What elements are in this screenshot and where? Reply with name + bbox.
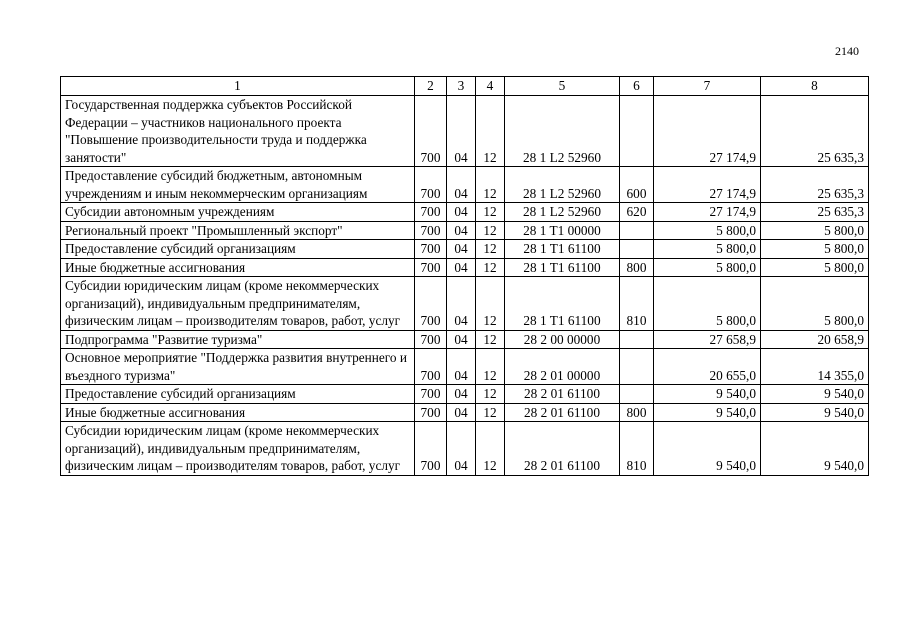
table-row [61,403,869,422]
row-expense-type-cell [620,221,654,240]
row-amount-2-cell: 9 540,0 [761,385,869,404]
budget-table [60,76,869,476]
row-section-cell: 04 [447,96,476,167]
row-amount-2-cell: 25 635,3 [761,96,869,167]
header-cell-6: 6 [620,77,654,96]
row-name-cell: Субсидии юридическим лицам (кроме некоммерческих организаций), индивидуальным предпринимателям, физическим лицам – производителям товаров, работ, услуг [61,422,415,476]
row-subsection-cell: 12 [476,422,505,476]
row-amount-1-cell: 27 174,9 [654,96,761,167]
row-target-article-cell: 28 1 T1 00000 [505,221,620,240]
table-row [61,258,869,277]
row-target-article-cell: 28 1 L2 52960 [505,203,620,222]
row-section-cell: 04 [447,203,476,222]
row-section-cell: 04 [447,330,476,349]
row-amount-2-cell: 9 540,0 [761,403,869,422]
row-amount-2-cell: 9 540,0 [761,422,869,476]
row-target-article-cell: 28 1 T1 61100 [505,277,620,331]
row-section-cell: 04 [447,403,476,422]
row-amount-2-cell: 5 800,0 [761,240,869,259]
row-amount-2-cell: 25 635,3 [761,167,869,203]
row-expense-type-cell: 620 [620,203,654,222]
row-amount-1-cell: 5 800,0 [654,258,761,277]
row-name-cell: Предоставление субсидий организациям [61,385,415,404]
row-target-article-cell: 28 1 T1 61100 [505,258,620,277]
row-expense-type-cell: 810 [620,277,654,331]
header-cell-3: 3 [447,77,476,96]
table-row [61,330,869,349]
row-section-cell: 04 [447,422,476,476]
table-row [61,221,869,240]
header-cell-5: 5 [505,77,620,96]
row-amount-1-cell: 27 174,9 [654,203,761,222]
row-expense-type-cell [620,330,654,349]
table-row [61,96,869,167]
row-code-cell: 700 [415,349,447,385]
row-amount-2-cell: 25 635,3 [761,203,869,222]
row-code-cell: 700 [415,277,447,331]
table-row [61,240,869,259]
row-target-article-cell: 28 2 01 61100 [505,385,620,404]
row-expense-type-cell: 810 [620,422,654,476]
row-code-cell: 700 [415,221,447,240]
row-target-article-cell: 28 1 T1 61100 [505,240,620,259]
row-subsection-cell: 12 [476,96,505,167]
row-target-article-cell: 28 2 01 00000 [505,349,620,385]
row-amount-2-cell: 14 355,0 [761,349,869,385]
row-section-cell: 04 [447,221,476,240]
row-amount-2-cell: 20 658,9 [761,330,869,349]
table-row [61,349,869,385]
row-code-cell: 700 [415,240,447,259]
row-amount-1-cell: 5 800,0 [654,221,761,240]
row-section-cell: 04 [447,277,476,331]
table-row [61,385,869,404]
row-name-cell: Иные бюджетные ассигнования [61,403,415,422]
row-subsection-cell: 12 [476,349,505,385]
row-target-article-cell: 28 1 L2 52960 [505,96,620,167]
row-expense-type-cell [620,240,654,259]
row-code-cell: 700 [415,422,447,476]
row-code-cell: 700 [415,96,447,167]
row-amount-2-cell: 5 800,0 [761,258,869,277]
row-name-cell: Региональный проект "Промышленный экспорт" [61,221,415,240]
row-amount-1-cell: 5 800,0 [654,277,761,331]
row-expense-type-cell [620,349,654,385]
row-amount-2-cell: 5 800,0 [761,277,869,331]
row-amount-1-cell: 27 174,9 [654,167,761,203]
row-amount-1-cell: 20 655,0 [654,349,761,385]
row-amount-1-cell: 9 540,0 [654,403,761,422]
table-header [61,77,869,96]
row-code-cell: 700 [415,385,447,404]
row-subsection-cell: 12 [476,330,505,349]
row-subsection-cell: 12 [476,221,505,240]
row-target-article-cell: 28 1 L2 52960 [505,167,620,203]
row-name-cell: Основное мероприятие "Поддержка развития внутреннего и въездного туризма" [61,349,415,385]
row-code-cell: 700 [415,403,447,422]
table-row [61,203,869,222]
row-expense-type-cell [620,96,654,167]
row-subsection-cell: 12 [476,258,505,277]
row-code-cell: 700 [415,203,447,222]
row-expense-type-cell: 800 [620,258,654,277]
row-expense-type-cell: 800 [620,403,654,422]
row-amount-1-cell: 5 800,0 [654,240,761,259]
row-target-article-cell: 28 2 01 61100 [505,403,620,422]
row-expense-type-cell [620,385,654,404]
row-name-cell: Иные бюджетные ассигнования [61,258,415,277]
row-subsection-cell: 12 [476,385,505,404]
row-name-cell: Субсидии юридическим лицам (кроме некоммерческих организаций), индивидуальным предпринимателям, физическим лицам – производителям товаров, работ, услуг [61,277,415,331]
row-amount-1-cell: 9 540,0 [654,422,761,476]
row-code-cell: 700 [415,167,447,203]
row-section-cell: 04 [447,349,476,385]
row-name-cell: Государственная поддержка субъектов Российской Федерации – участников национального проекта "Повышение производительности труда и поддержка занятости" [61,96,415,167]
header-cell-8: 8 [761,77,869,96]
row-expense-type-cell: 600 [620,167,654,203]
header-cell-2: 2 [415,77,447,96]
header-cell-7: 7 [654,77,761,96]
header-cell-1: 1 [61,77,415,96]
row-target-article-cell: 28 2 01 61100 [505,422,620,476]
table-body [61,96,869,476]
page-number: 2140 [835,44,859,58]
row-name-cell: Предоставление субсидий бюджетным, автономным учреждениям и иным некоммерческим организациям [61,167,415,203]
table-row [61,167,869,203]
row-section-cell: 04 [447,258,476,277]
table-row [61,277,869,331]
row-name-cell: Подпрограмма "Развитие туризма" [61,330,415,349]
header-cell-4: 4 [476,77,505,96]
row-amount-1-cell: 27 658,9 [654,330,761,349]
row-subsection-cell: 12 [476,167,505,203]
row-code-cell: 700 [415,258,447,277]
row-amount-1-cell: 9 540,0 [654,385,761,404]
row-subsection-cell: 12 [476,277,505,331]
table-row [61,422,869,476]
row-section-cell: 04 [447,385,476,404]
row-code-cell: 700 [415,330,447,349]
row-subsection-cell: 12 [476,240,505,259]
row-amount-2-cell: 5 800,0 [761,221,869,240]
row-section-cell: 04 [447,240,476,259]
row-subsection-cell: 12 [476,403,505,422]
row-target-article-cell: 28 2 00 00000 [505,330,620,349]
row-name-cell: Предоставление субсидий организациям [61,240,415,259]
row-section-cell: 04 [447,167,476,203]
row-subsection-cell: 12 [476,203,505,222]
header-row [61,77,869,96]
row-name-cell: Субсидии автономным учреждениям [61,203,415,222]
